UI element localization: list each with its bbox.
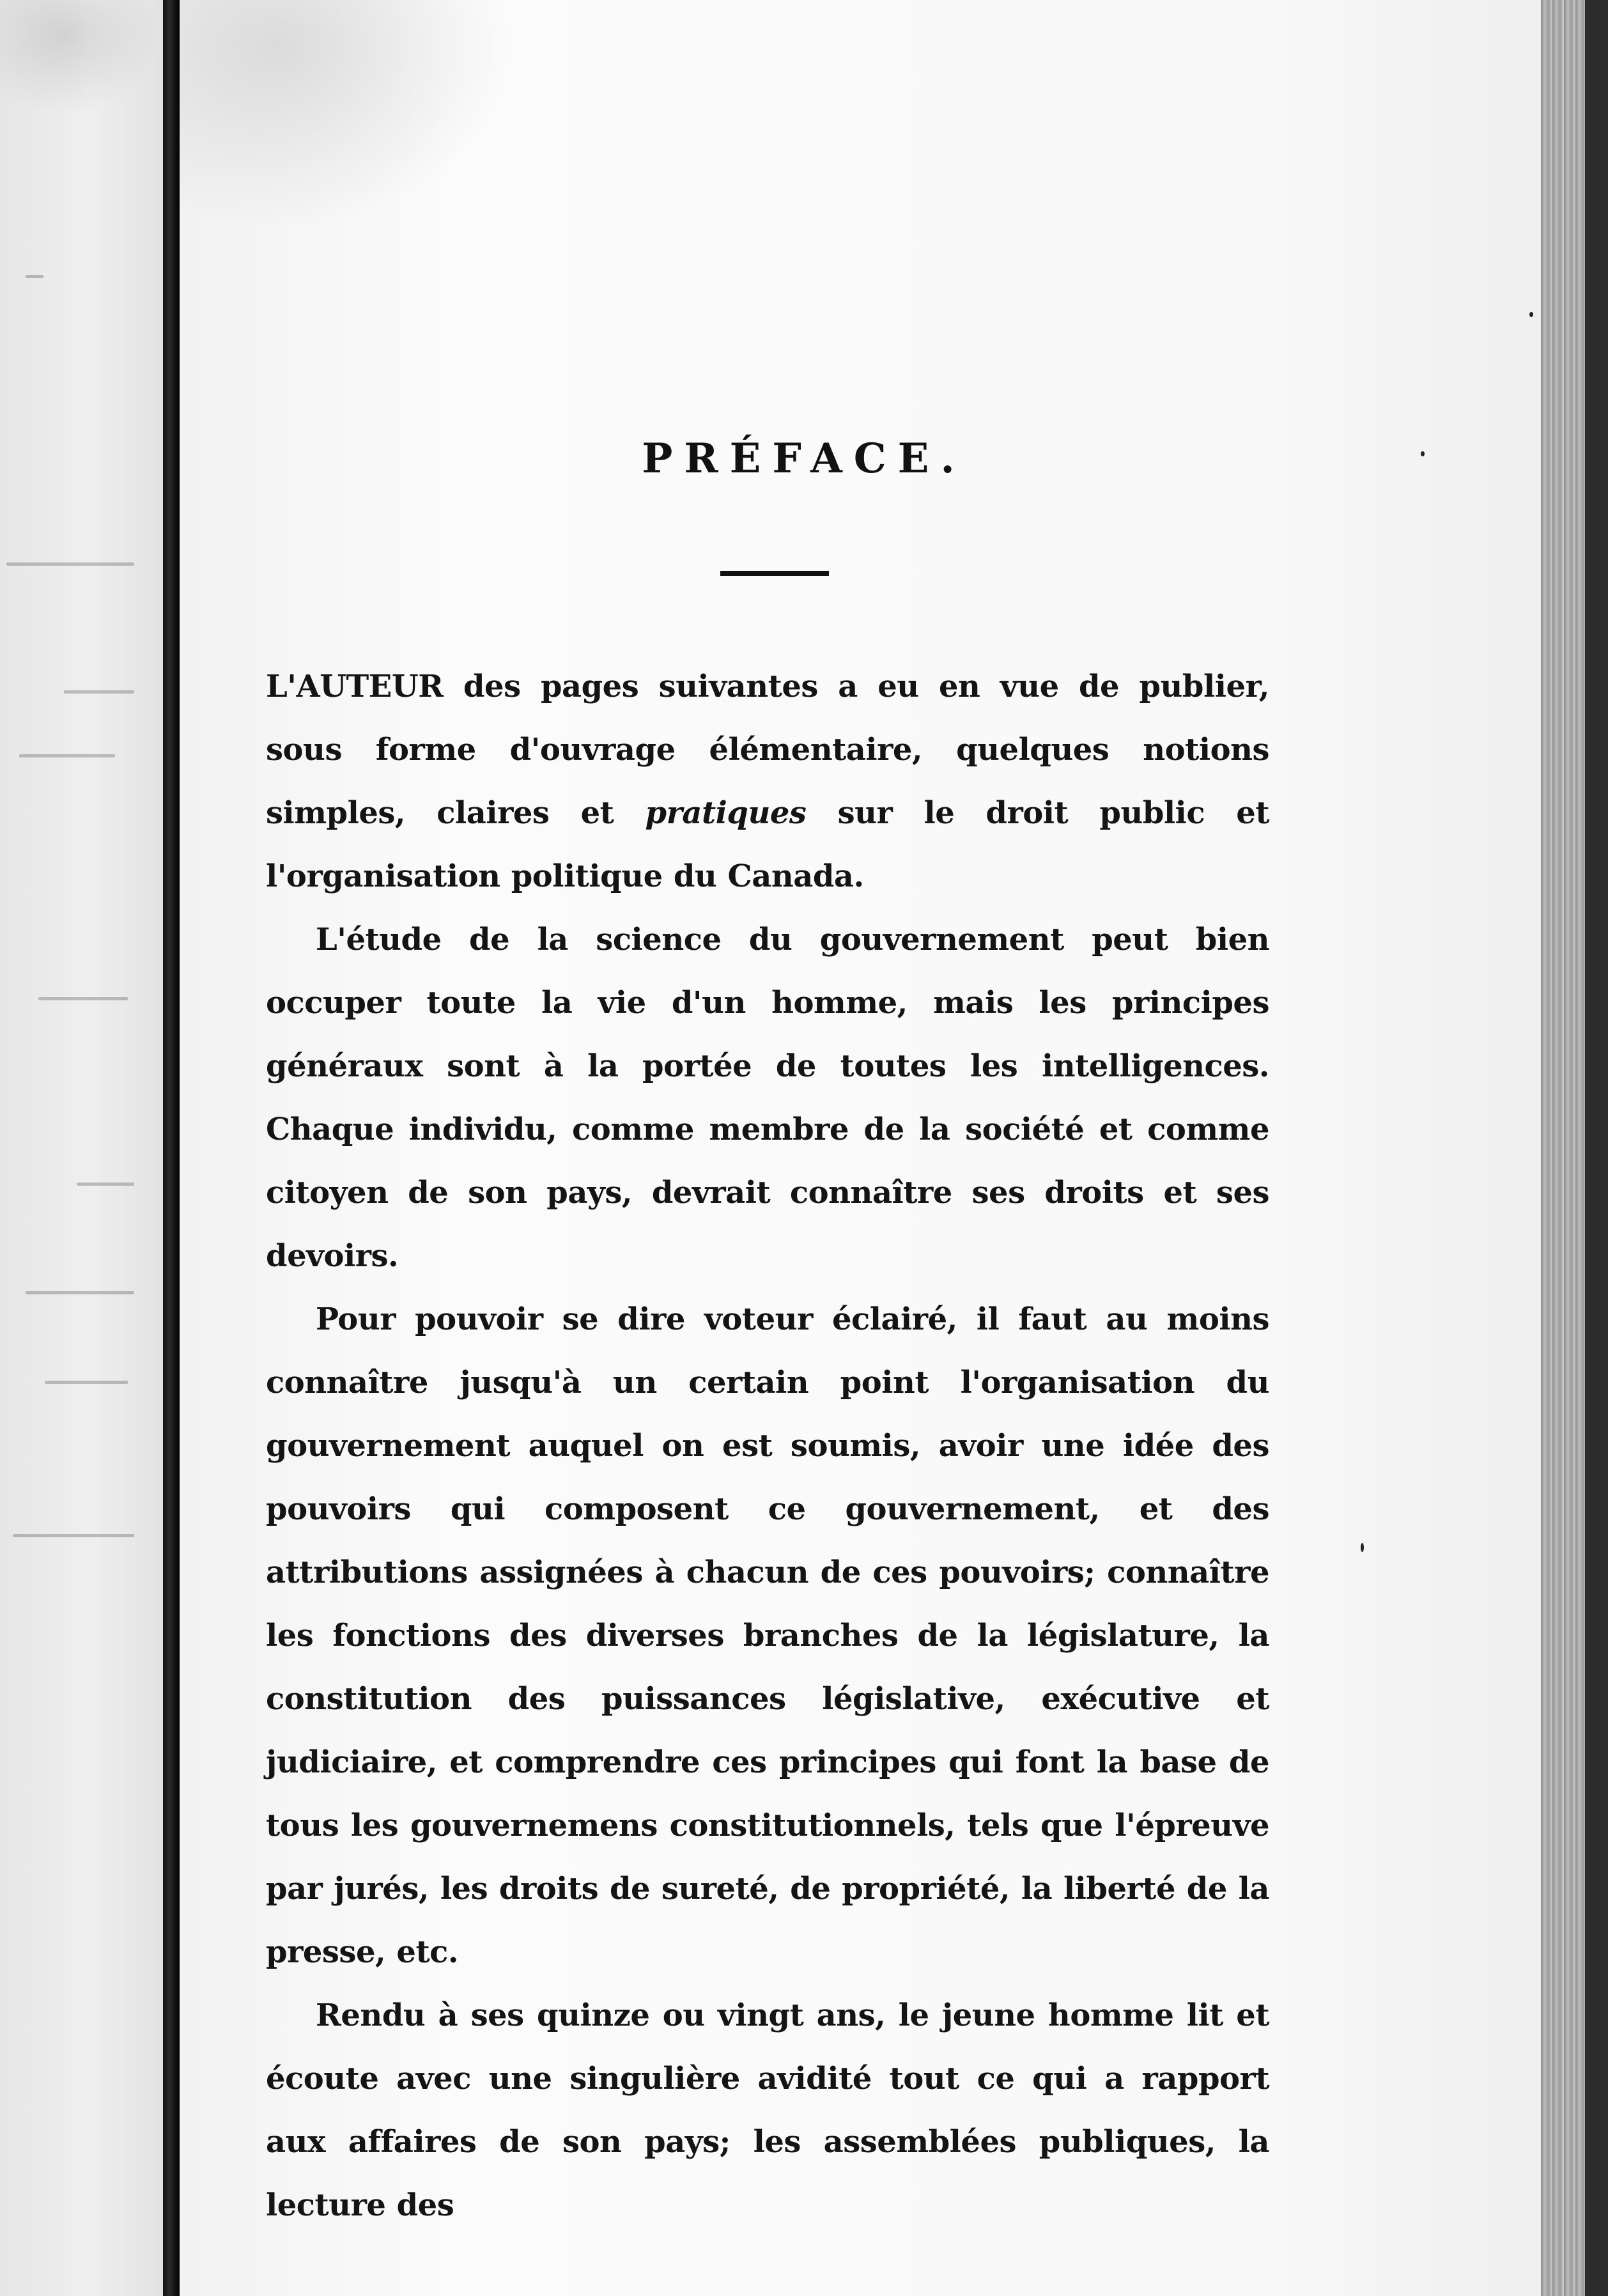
paragraph-text: des pages suivantes a eu en vue de publier, sous forme d'ouvrage élémentaire, quelques notions simples, claires et	[266, 669, 1269, 831]
page-title: PRÉFACE.	[642, 435, 966, 483]
ink-mark	[77, 1183, 134, 1186]
paper-stain	[180, 0, 512, 230]
ink-speck	[1361, 1543, 1364, 1552]
title-rule	[720, 571, 829, 576]
ink-mark	[64, 690, 134, 694]
paragraph-2: L'étude de la science du gouvernement peut bien occuper toute la vie d'un homme, mais les principes généraux sont à la portée de toutes les intelligences. Chaque individu, comme membre de la société et comme citoyen de son pays, devrait connaître ses droits et ses devoirs.	[266, 922, 1269, 1274]
facing-page-edge	[0, 0, 163, 2296]
body-text	[266, 655, 1269, 2237]
emphasized-word: pratiques	[645, 795, 807, 831]
ink-speck	[1529, 312, 1533, 317]
scan-border	[1585, 0, 1608, 2296]
paragraph-4: Rendu à ses quinze ou vingt ans, le jeune homme lit et écoute avec une singulière avidité tout ce qui a rapport aux affaires de son pays; les assemblées publiques, la lecture des	[266, 1997, 1269, 2223]
binding-gutter	[163, 0, 180, 2296]
ink-mark	[19, 754, 115, 757]
ink-mark	[26, 275, 43, 278]
paper-stain	[0, 0, 160, 115]
ink-mark	[6, 562, 134, 566]
ink-mark	[26, 1291, 134, 1294]
paragraph-3: Pour pouvoir se dire voteur éclairé, il faut au moins connaître jusqu'à un certain point l'organisation du gouvernement auquel on est soumis, avoir une idée des pouvoirs qui composent ce gouvernement, et des attributions assignées à chacun de ces pouvoirs; connaître les fonctions des diverses branches de la législature, la constitution des puissances législative, exécutive et judiciaire, et comprendre ces principes qui font la base de tous les gouvernemens constitutionnels, tels que l'épreuve par jurés, les droits de sureté, de propriété, la liberté de la presse, etc.	[266, 1301, 1269, 1970]
ink-mark	[45, 1381, 128, 1384]
paragraph-text: sur le droit public et l'organisation politique du Canada.	[266, 795, 1269, 894]
paragraph-1	[266, 655, 1269, 908]
ink-mark	[13, 1534, 134, 1537]
ink-mark	[38, 997, 128, 1000]
paragraph-lead: L'AUTEUR	[266, 669, 444, 704]
